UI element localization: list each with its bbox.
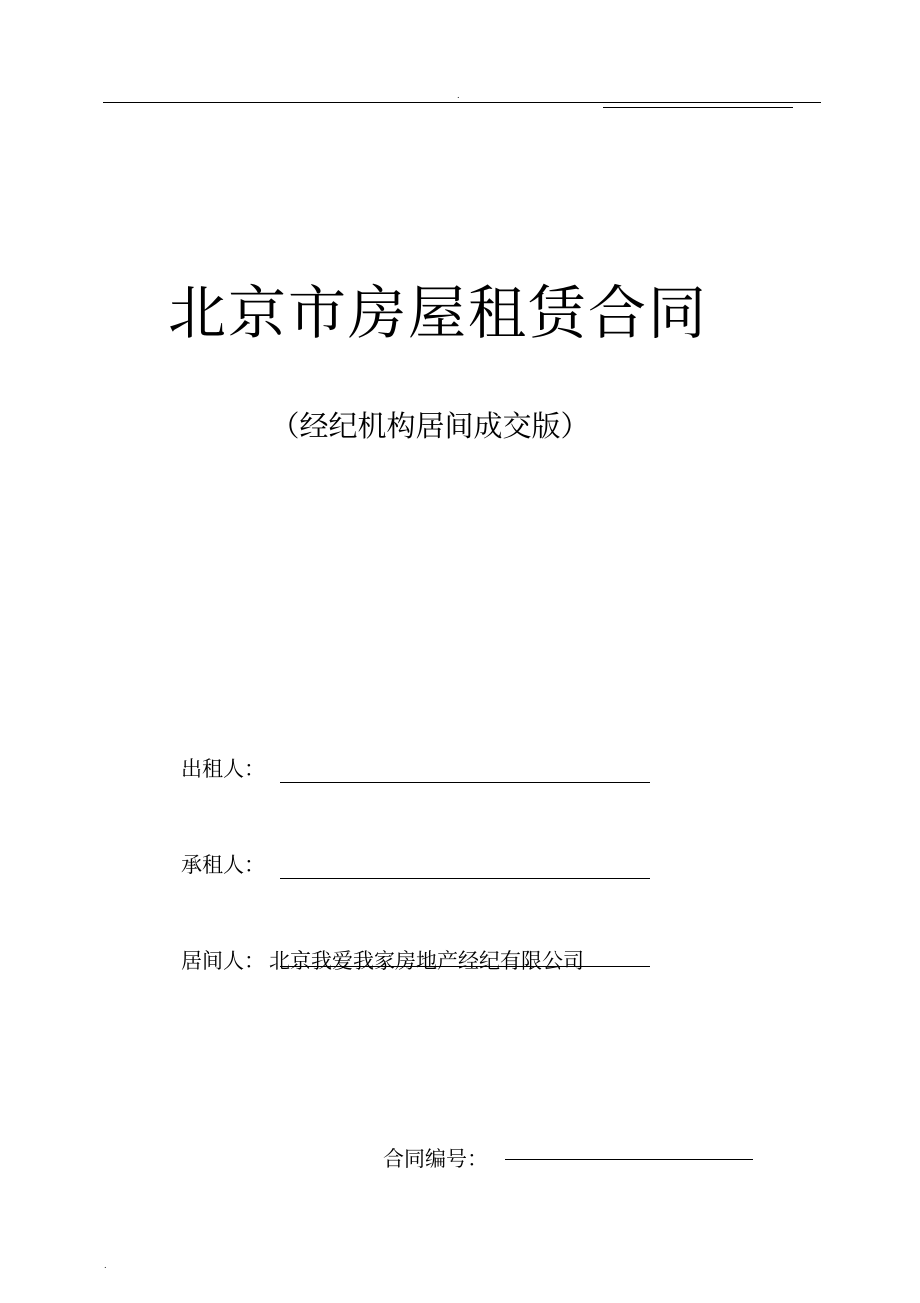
lessor-blank-line [280, 782, 650, 783]
lessee-label: 承租人： [181, 853, 265, 877]
lessee-field [181, 851, 661, 881]
document-title: 北京市房屋租赁合同 [167, 279, 708, 347]
contract-number-field [383, 1145, 763, 1175]
broker-blank-line [280, 966, 650, 967]
contract-number-blank-line [505, 1159, 753, 1160]
document-subtitle: （经纪机构居间成交版） [270, 409, 590, 443]
header-dot: . [457, 91, 460, 100]
broker-field [181, 947, 661, 977]
broker-value: 北京我爱我家房地产经纪有限公司 [269, 949, 584, 973]
lessee-blank-line [280, 878, 650, 879]
lessor-label: 出租人： [181, 757, 265, 781]
contract-number-label: 合同编号： [383, 1147, 488, 1171]
header-rule-right [603, 107, 793, 108]
lessor-field [181, 755, 661, 785]
footer-dot: . [104, 1261, 107, 1270]
header-rule [103, 102, 821, 103]
broker-label: 居间人： [181, 949, 265, 973]
